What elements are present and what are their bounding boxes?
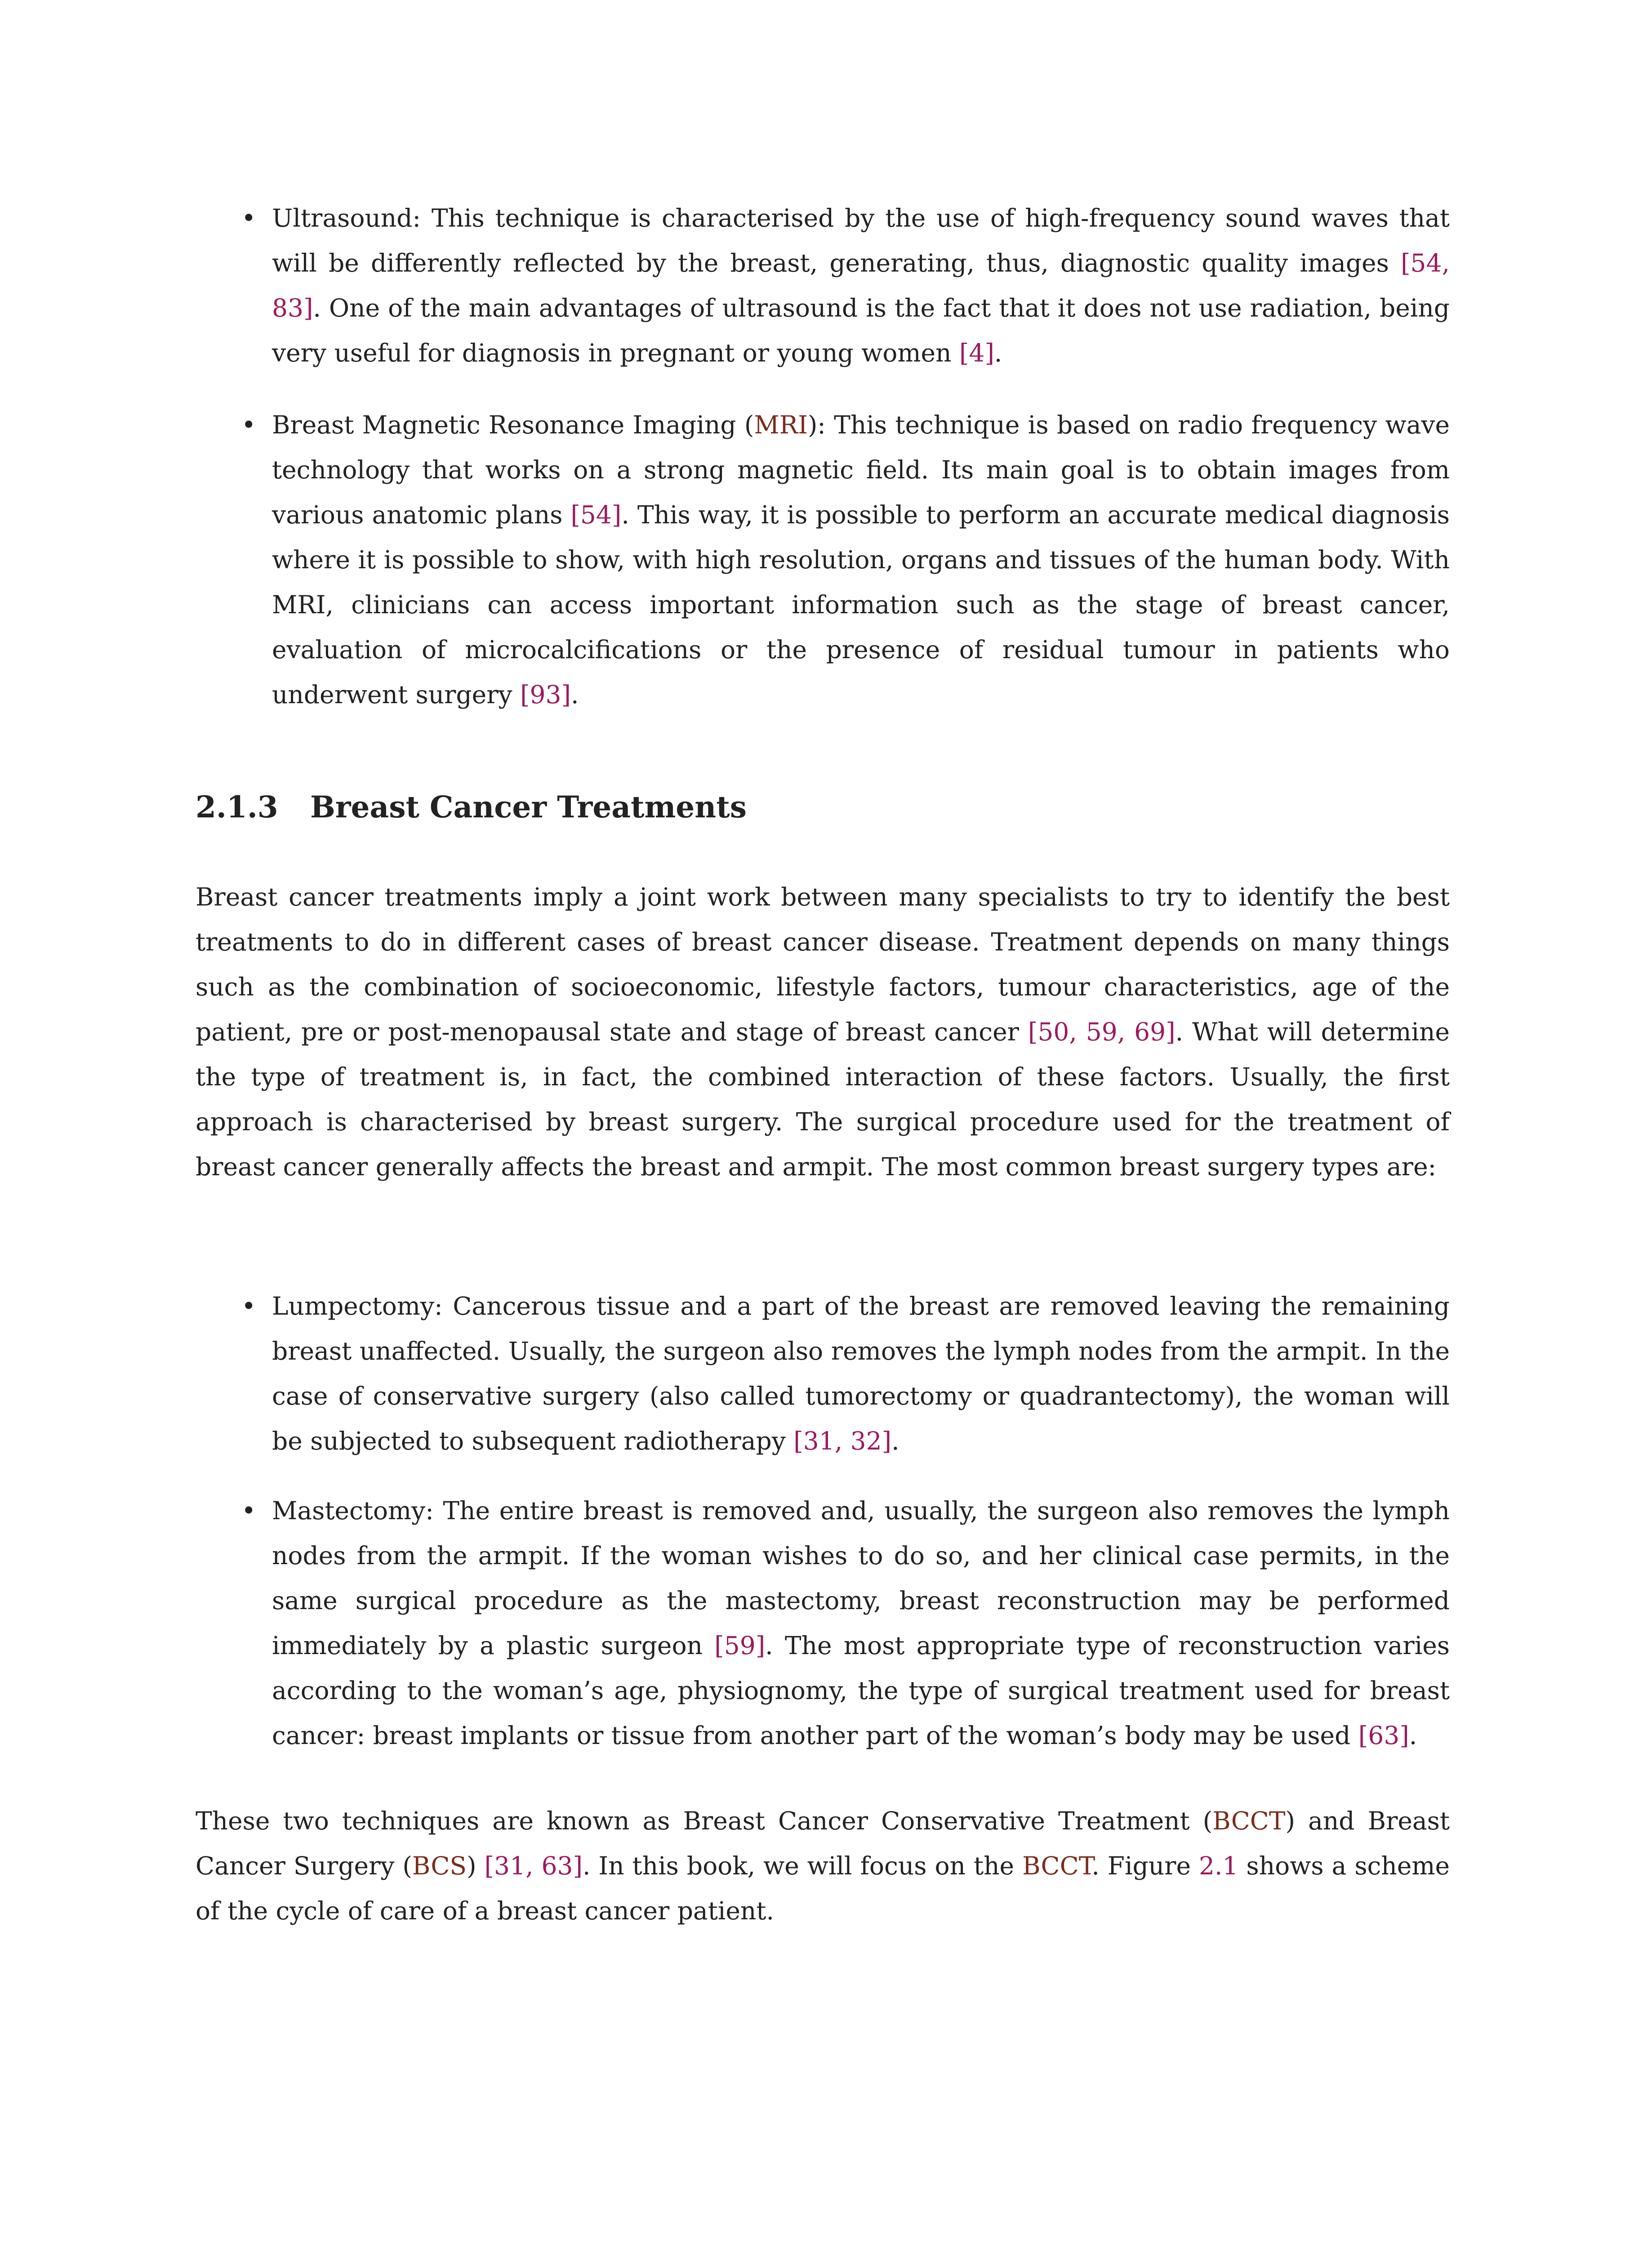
citation-link[interactable]: [54]	[570, 500, 622, 529]
acronym-link[interactable]: BCCT	[1212, 1806, 1286, 1835]
acronym-link[interactable]: MRI	[754, 410, 808, 439]
bullet-dot: •	[241, 204, 256, 232]
acronym-link[interactable]: BCS	[412, 1851, 467, 1880]
citation-link[interactable]: [93]	[520, 680, 571, 709]
list-item-mri: • Breast Magnetic Resonance Imaging (MRI): This technique is based on radio frequency wave technology that works on a strong magnetic field. Its main goal is to obtain images from various anatomic plans [54]. This way, it is possible to perform an accurate medical diagnosis where it is possible to show, with high resolution, organs and tissues of the human body. With MRI, clinicians can access important information such as the stage of breast cancer, evaluation of microcalcifications or the presence of residual tumour in patients who underwent surgery [93].	[272, 402, 1450, 717]
list-item-ultrasound: • Ultrasound: This technique is characterised by the use of high-frequency sound waves that will be differently reflected by the breast, generating, thus, diagnostic quality images [54, 83]. One of the main advantages of ultrasound is the fact that it does not use radiation, being very useful for diagnosis in pregnant or young women [4].	[272, 196, 1450, 375]
closing-paragraph: These two techniques are known as Breast Cancer Conservative Treatment (BCCT) and Breast Cancer Surgery (BCS) [31, 63]. In this book, we will focus on the BCCT. Figure 2.1 shows a scheme of the cycle of care of a breast cancer patient.	[196, 1806, 1450, 1925]
acronym-link[interactable]: BCCT	[1022, 1851, 1092, 1880]
citation-link[interactable]: [31, 63]	[484, 1851, 583, 1880]
bullet-dot: •	[241, 410, 256, 439]
citation-link[interactable]: [31, 32]	[793, 1427, 892, 1455]
intro-paragraph: Breast cancer treatments imply a joint work between many specialists to try to identify the best treatments to do in different cases of breast cancer disease. Treatment depends on many things such as the combination of socioeconomic, lifestyle factors, tumour characteristics, age of the patient, pre or post-menopausal state and stage of breast cancer [50, 59, 69]. What will determine the type of treatment is, in fact, the combined interaction of these factors. Usually, the first approach is characterised by breast surgery. The surgical procedure used for the treatment of breast cancer generally affects the breast and armpit. The most common breast surgery types are:	[196, 883, 1450, 1181]
citation-link[interactable]: [54, 83]	[272, 249, 1450, 322]
bullet-dot: •	[241, 1292, 256, 1320]
bullet-dot: •	[241, 1496, 256, 1525]
list-item-lumpectomy: • Lumpectomy: Cancerous tissue and a part of the breast are removed leaving the remaining breast unaffected. Usually, the surgeon also removes the lymph nodes from the armpit. In the case of conservative surgery (also called tumorectomy or quadrantectomy), the woman will be subjected to subsequent radiotherapy [31, 32].	[272, 1284, 1450, 1463]
list-item-mastectomy: • Mastectomy: The entire breast is removed and, usually, the surgeon also removes the lymph nodes from the armpit. If the woman wishes to do so, and her clinical case permits, in the same surgical procedure as the mastectomy, breast reconstruction may be performed immediately by a plastic surgeon [59]. The most appropriate type of reconstruction varies according to the woman’s age, physiognomy, the type of surgical treatment used for breast cancer: breast implants or tissue from another part of the woman’s body may be used [63].	[272, 1488, 1450, 1758]
citation-link[interactable]: [59]	[714, 1631, 766, 1660]
citation-link[interactable]: [50, 59, 69]	[1028, 1017, 1176, 1046]
section-number: 2.1.3	[196, 789, 278, 825]
figure-link[interactable]: 2.1	[1199, 1851, 1238, 1880]
citation-link[interactable]: [4]	[959, 339, 994, 367]
citation-link[interactable]: [63]	[1358, 1721, 1409, 1750]
section-heading	[196, 785, 747, 830]
section-title: Breast Cancer Treatments	[310, 789, 747, 825]
